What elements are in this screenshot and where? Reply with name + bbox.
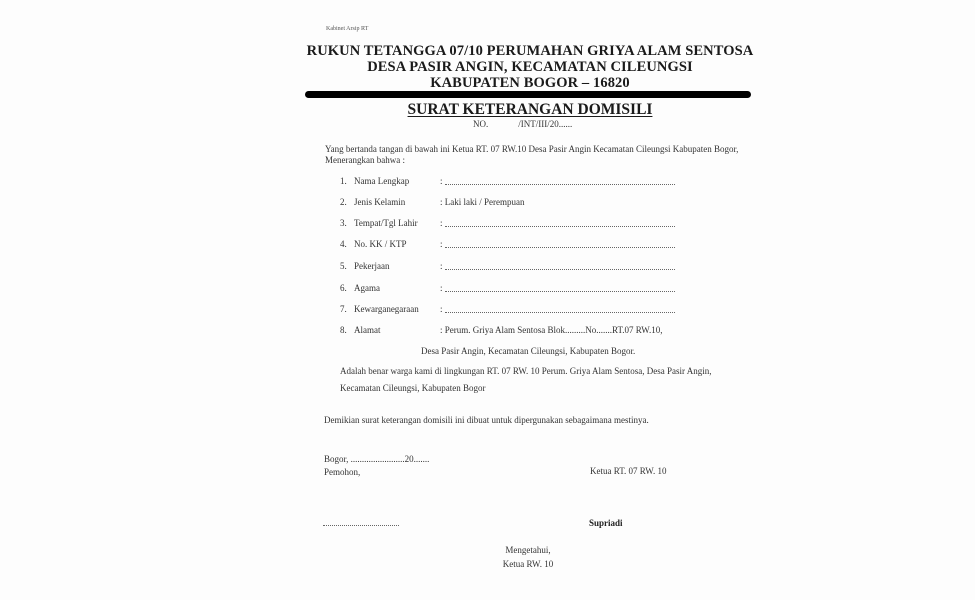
applicant-signature-line (323, 525, 399, 526)
field-label: Agama (354, 283, 380, 293)
letter-number (473, 119, 572, 129)
address-continuation: Desa Pasir Angin, Kecamatan Cileungsi, Kabupaten Bogor. (421, 346, 636, 356)
field-number: 1. (340, 176, 347, 186)
closing-paragraph: Demikian surat keterangan domisili ini dibuat untuk dipergunakan sebagaimana mestinya. (324, 415, 649, 425)
rt-chair-label: Ketua RT. 07 RW. 10 (590, 466, 667, 476)
rt-chair-name: Supriadi (589, 518, 623, 528)
field-value: : Laki laki / Perempuan (440, 197, 525, 207)
blank-fill-line: : (440, 176, 676, 186)
field-label: Kewarganegaraan (354, 304, 419, 314)
field-number: 8. (340, 325, 347, 335)
blank-fill-line: : (440, 283, 676, 293)
place-date: Bogor, ........................20....... (324, 454, 430, 464)
field-label: No. KK / KTP (354, 239, 407, 249)
letter-number-prefix: NO. (473, 119, 489, 129)
letterhead-line-1: RUKUN TETANGGA 07/10 PERUMAHAN GRIYA ALAM SENTOSA (306, 43, 754, 59)
blank-fill-line: : (440, 261, 676, 271)
field-number: 7. (340, 304, 347, 314)
field-number: 6. (340, 283, 347, 293)
field-number: 4. (340, 239, 347, 249)
blank-fill-line: : (440, 218, 676, 228)
acknowledged-label: Mengetahui, (505, 545, 551, 555)
letterhead-line-2: DESA PASIR ANGIN, KECAMATAN CILEUNGSI (367, 59, 693, 75)
rw-chair-label: Ketua RW. 10 (502, 559, 554, 569)
field-label: Alamat (354, 325, 381, 335)
field-number: 5. (340, 261, 347, 271)
field-label: Pekerjaan (354, 261, 390, 271)
blank-fill-line: : (440, 304, 676, 314)
field-value: : Perum. Griya Alam Sentosa Blok.........No.......RT.07 RW.10, (440, 325, 663, 335)
field-label: Tempat/Tgl Lahir (354, 218, 418, 228)
form-code: Kabinet Arsip RT (326, 26, 369, 32)
blank-fill-line: : (440, 239, 676, 249)
field-label: Nama Lengkap (354, 176, 410, 186)
field-label: Jenis Kelamin (354, 197, 406, 207)
field-number: 2. (340, 197, 347, 207)
applicant-label: Pemohon, (324, 467, 361, 477)
intro-paragraph: Yang bertanda tangan di bawah ini Ketua RT. 07 RW.10 Desa Pasir Angin Kecamatan Cileungsi Kabupaten Bogor, Menerangkan bahwa : (325, 144, 739, 165)
letter-number-suffix: /INT/III/20...... (518, 119, 573, 129)
letterhead-line-3: KABUPATEN BOGOR – 16820 (430, 75, 630, 91)
field-number: 3. (340, 218, 347, 228)
letterhead-divider (305, 91, 751, 98)
document-title: SURAT KETERANGAN DOMISILI (407, 101, 653, 118)
residency-statement: Adalah benar warga kami di lingkungan RT. 07 RW. 10 Perum. Griya Alam Sentosa, Desa Pasir Angin, Kecamatan Cileungsi, Kabupaten Bogor (340, 366, 712, 393)
